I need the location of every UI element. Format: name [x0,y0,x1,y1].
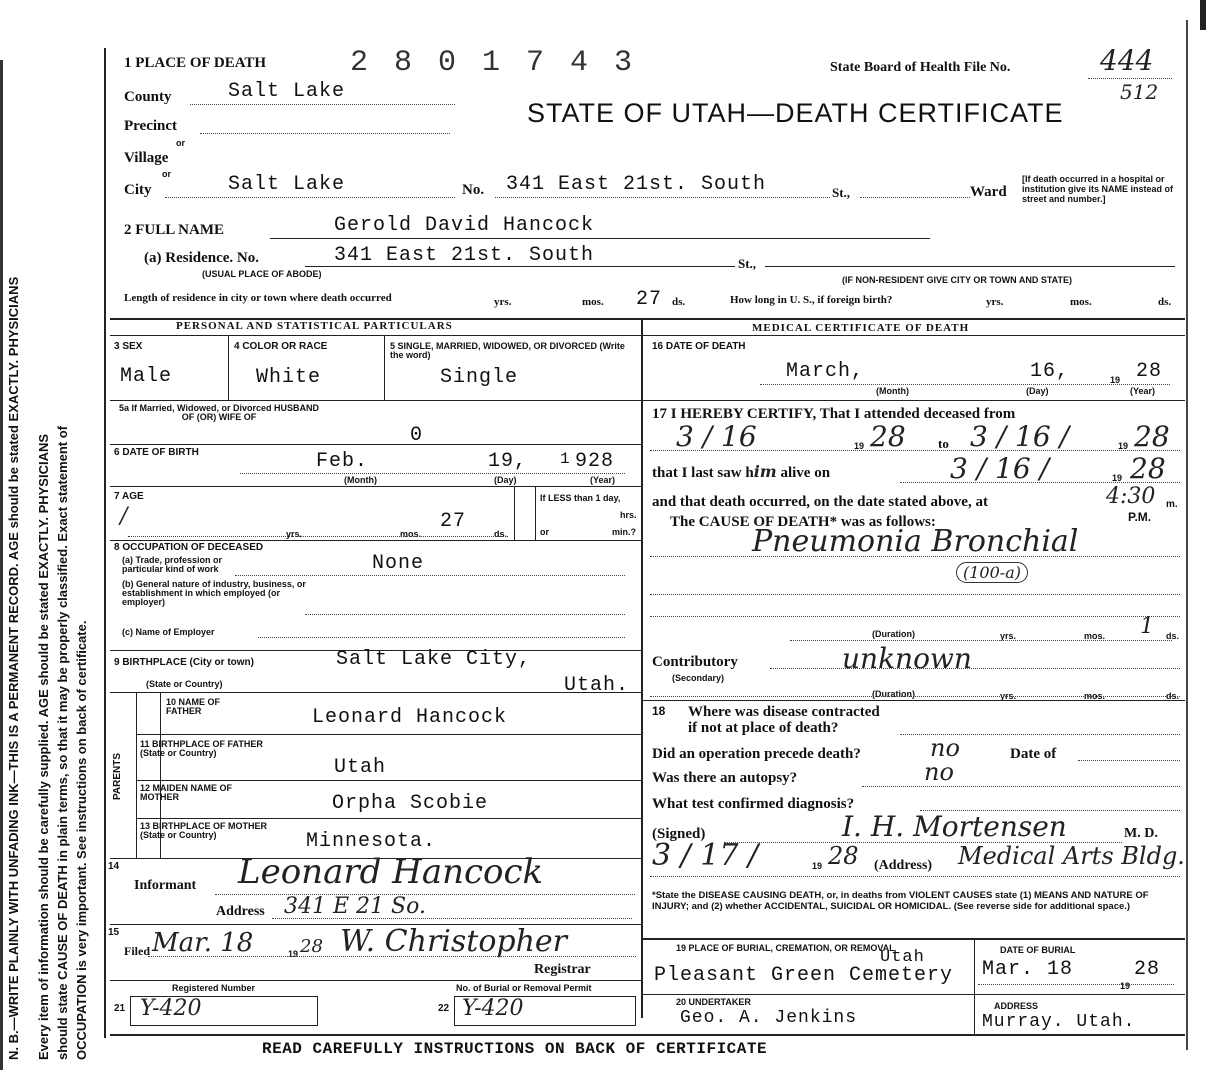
place-of-death-label: 1 PLACE OF DEATH [124,55,267,71]
autopsy-label: Was there an autopsy? [652,770,798,786]
death-year: 28 [1136,360,1163,383]
occupation-value: None [372,552,425,575]
operation-value: no [930,734,960,762]
dob-day: 19, [488,450,528,473]
sex-label: 3 SEX [114,341,143,352]
how-long-us-label: How long in U. S., if foreign birth? [730,294,893,306]
burial-permit-number: Y-420 [462,996,524,1021]
father-birthplace-label: 11 BIRTHPLACE OF FATHER (State or Country) [140,739,263,758]
file-no-label: State Board of Health File No. [830,60,1011,75]
physician-address-label: (Address) [874,858,933,873]
burial-state: Utah [880,948,925,967]
county-value: Salt Lake [228,80,346,103]
father-birthplace: Utah [334,756,387,779]
sex-value: Male [120,365,173,388]
medical-section-title: MEDICAL CERTIFICATE OF DEATH [752,322,970,334]
burial-year: 28 [1134,958,1161,981]
attended-to-year: 28 [1134,420,1170,453]
mother-label: 12 MAIDEN NAME OF MOTHER [140,783,233,802]
operation-date-label: Date of [1010,746,1057,762]
village-label: Village [124,150,169,166]
undertaker-address: Murray. Utah. [982,1012,1136,1032]
burial-place-label: 19 PLACE OF BURIAL, CREMATION, OR REMOVAL [676,943,895,953]
father-value: Leonard Hancock [312,706,508,729]
burial-date: Mar. 18 [982,958,1074,981]
read-carefully-footer: READ CAREFULLY INSTRUCTIONS ON BACK OF CERTIFICATE [262,1040,768,1058]
attended-from: 3 / 16 [676,420,757,453]
contributory-label: Contributory [652,654,738,670]
disease-contracted-label: Where was disease contracted [688,704,880,720]
dob-label: 6 DATE OF BIRTH [114,447,199,458]
certify-statement: 17 I HEREBY CERTIFY, That I attended deceased from [652,406,1016,422]
street-no-label: No. [462,182,485,198]
marital-label: 5 SINGLE, MARRIED, WIDOWED, OR DIVORCED (Write the word) [390,341,625,360]
city-label: City [124,182,152,198]
certificate-title: STATE OF UTAH—DEATH CERTIFICATE [527,98,1064,128]
full-name-value: Gerold David Hancock [334,214,595,237]
residence-days: 27 [636,288,663,311]
parents-label: PARENTS [112,752,123,800]
informant-address-label: Address [216,904,265,919]
autopsy-value: no [924,758,954,786]
registered-number: Y-420 [140,996,202,1021]
operation-label: Did an operation precede death? [652,746,861,762]
age-mark: / [120,504,128,529]
precinct-label: Precinct [124,118,178,134]
age-days: 27 [440,510,467,533]
margin-instructions-line2: Every item of information should be carefully supplied. AGE should be stated EXACTLY. PHYSICIANS [36,433,51,1060]
dob-month: Feb. [316,450,369,473]
date-of-death-label: 16 DATE OF DEATH [652,341,746,352]
death-day: 16, [1030,360,1070,383]
time-of-death: 4:30 [1106,484,1156,509]
undertaker-name: Geo. A. Jenkins [680,1008,858,1028]
file-no: 444 [1100,44,1154,77]
ward-label: Ward [970,184,1007,200]
death-occurred-statement: and that death occurred, on the date stated above, at [652,494,988,510]
cause-footnote: *State the DISEASE CAUSING DEATH, or, in deaths from VIOLENT CAUSES state (1) MEANS AND NATURE OF INJURY; and (2) whether ACCIDENTAL, SUICIDAL OR HOMICIDAL. (See reverse side for additional space.) [652,890,1149,912]
filed-label: Filed [124,944,150,958]
registrar-signature: W. Christopher [340,924,568,959]
attended-to: 3 / 16 / [970,420,1070,453]
file-no-alt: 512 [1120,80,1159,104]
full-name-label: 2 FULL NAME [124,222,225,238]
attended-from-year: 28 [870,420,906,453]
ward-note: [If death occurred in a hospital or institution give its NAME instead of street and number.] [1022,174,1174,204]
birthplace-city: Salt Lake City, [336,648,532,671]
color-value: White [256,366,322,389]
signed-year: 28 [828,842,859,870]
nonresident-note: (IF NON-RESIDENT GIVE CITY OR TOWN AND STATE) [842,275,1073,285]
burial-date-label: DATE OF BURIAL [1000,945,1076,955]
personal-section-title: PERSONAL AND STATISTICAL PARTICULARS [176,320,453,332]
margin-instructions-line4: OCCUPATION is very important. See instructions on back of certificate. [74,620,89,1060]
city-value: Salt Lake [228,173,346,196]
stamp-number: 2 8 0 1 7 4 3 [350,46,637,80]
county-label: County [124,89,172,105]
if-less-than-day: If LESS than 1 day, [540,493,621,503]
filed-date: Mar. 18 [152,928,254,958]
street-value: 341 East 21st. South [506,173,767,196]
length-of-residence-label: Length of residence in city or town where death occurred [124,292,392,304]
occupation-label: 8 OCCUPATION OF DECEASED [114,542,264,553]
physician-signature: I. H. Mortensen [842,810,1067,843]
burial-place: Pleasant Green Cemetery [654,964,954,987]
mother-birthplace: Minnesota. [306,830,437,853]
last-saw-date: 3 / 16 / [950,452,1050,485]
signed-date: 3 / 17 / [652,838,759,873]
mother-value: Orpha Scobie [332,792,489,815]
residence-label: (a) Residence. No. [144,250,259,266]
signed-label: (Signed) [652,826,706,842]
cause-code: (100-a) [956,562,1028,583]
contributory-cause: unknown [842,642,972,675]
residence-value: 341 East 21st. South [334,244,595,267]
spouse-label: 5a If Married, Widowed, or Divorced HUSBAND OF (OR) WIFE OF [119,403,319,422]
cause-of-death-label: The CAUSE OF DEATH* was as follows: [670,514,936,530]
registrar-label: Registrar [534,962,591,977]
margin-instructions-line3: should state CAUSE OF DEATH in plain terms, so that it may be properly classified. Exact statement of [55,425,70,1060]
age-label: 7 AGE [114,491,144,502]
physician-address: Medical Arts Bldg. [958,842,1185,870]
pm-label: P.M. [1128,510,1152,524]
informant-label: Informant [134,878,197,893]
father-label: 10 NAME OF FATHER [166,697,221,716]
informant-signature: Leonard Hancock [238,852,544,892]
mother-birthplace-label: 13 BIRTHPLACE OF MOTHER (State or Country) [140,821,268,840]
test-confirmed-label: What test confirmed diagnosis? [652,796,855,812]
death-month: March, [786,360,865,383]
margin-instructions-line1: N. B.—WRITE PLAINLY WITH UNFADING INK—THIS IS A PERMANENT RECORD. AGE should be stated EXACTLY. PHYSICIANS [6,276,21,1060]
color-label: 4 COLOR OR RACE [234,341,328,352]
filed-year: 28 [300,936,323,957]
birthplace-state: Utah. [564,674,630,697]
informant-address: 341 E 21 So. [284,894,426,919]
dob-year: 928 [575,450,615,473]
undertaker-label: 20 UNDERTAKER [676,997,751,1007]
cause-of-death: Pneumonia Bronchial [752,524,1079,559]
birthplace-label: 9 BIRTHPLACE (City or town) [114,657,254,668]
marital-value: Single [440,366,519,389]
duration-months: 1 [1140,614,1154,639]
last-saw-year: 28 [1130,452,1166,485]
spouse-value: 0 [410,424,424,447]
last-saw-label: that I last saw him alive on [652,462,831,481]
